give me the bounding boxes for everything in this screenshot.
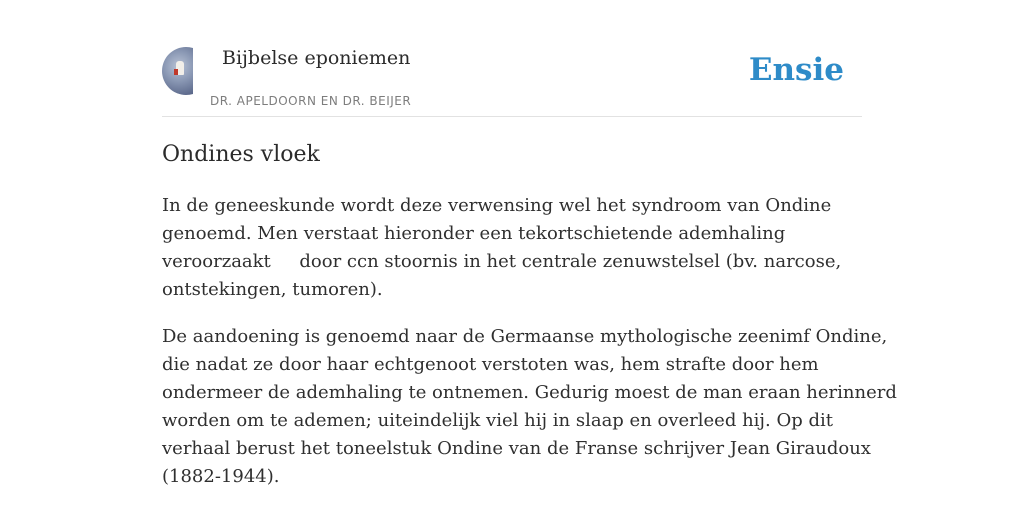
paragraph-line: ondermeer de ademhaling te ontnemen. Gedurig moest de man eraan herinnerd (162, 382, 897, 403)
paragraph-line: ontstekingen, tumoren). (162, 279, 383, 300)
book-title-link[interactable]: Bijbelse eponiemen (222, 47, 411, 69)
paragraph-line: verhaal berust het toneelstuk Ondine van de Franse schrijver Jean Giraudoux (162, 438, 871, 459)
paragraph-line: worden om te ademen; uiteindelijk viel hij in slaap en overleed hij. Op dit (162, 410, 833, 431)
entry-title: Ondines vloek (162, 142, 320, 167)
book-cover-thumbnail[interactable] (162, 47, 193, 95)
paragraph-line: die nadat ze door haar echtgenoot verstoten was, hem strafte door hem (162, 354, 819, 375)
book-cover-image (162, 47, 193, 95)
paragraph-line: In de geneeskunde wordt deze verwensing wel het syndroom van Ondine (162, 195, 832, 216)
entry-paragraph-1 (162, 192, 862, 304)
page-header (162, 44, 862, 117)
ensie-logo[interactable]: Ensie (748, 52, 844, 88)
book-authors[interactable]: DR. APELDOORN EN DR. BEIJER (210, 94, 412, 108)
paragraph-line: (1882-1944). (162, 466, 280, 487)
paragraph-line: De aandoening is genoemd naar de Germaanse mythologische zeenimf Ondine, (162, 326, 888, 347)
entry-paragraph-2 (162, 323, 897, 491)
paragraph-line: genoemd. Men verstaat hieronder een tekortschietende ademhaling (162, 223, 786, 244)
cover-accent (174, 69, 178, 75)
paragraph-line: veroorzaakt door ccn stoornis in het centrale zenuwstelsel (bv. narcose, (162, 251, 842, 272)
